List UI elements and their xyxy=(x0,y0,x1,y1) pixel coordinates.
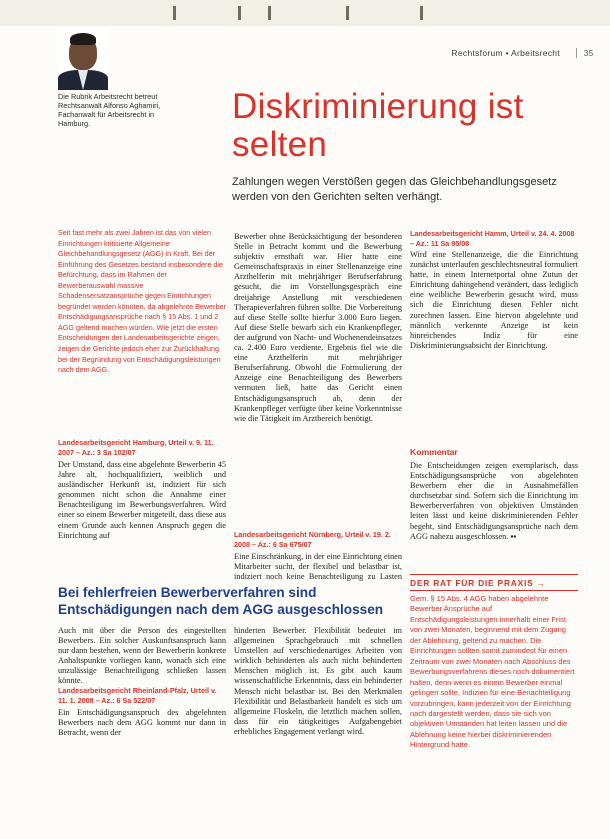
column-1-lower-body-continued: Ein Entschädigungsanspruch des abgelehnten Bewerbers nach dem AGG kommt nur dann in Betracht, wenn der xyxy=(58,708,226,738)
column-3-body: Wird eine Stellenanzeige, die die Einrichtung zunächst unterlaufen geschlechtsneutral formuliert hatte, in einem Internetportal ohne Zutun der Einrichtung dahingehend verändert, dass lediglich eine weibliche Bewerberin gesucht wird, muss sich die Einrichtung diesen Fehler nicht zurechnen lassen. Eine hiervon abgelehnte und männlich verkennte Anzeige ist kein hinreichendes Indiz für eine Diskriminierungsabsicht der Einrichtung. xyxy=(410,250,578,350)
column-1-lower-body: Auch mit über die Person des eingestellten Bewerbers. Ein solcher Auskunftsanspruch kann nur dann bestehen, wenn der Bewerberin konkrete Anhaltspunkte vorliegen kann, wonach sich eine unzulässige Benachteiligung schließen lassen könnte. xyxy=(58,626,226,686)
practice-tip-heading: DER RAT FÜR DIE PRAXIS → xyxy=(410,578,546,588)
column-2-lower-body: hinderten Bewerber. Flexibilität bedeutet im allgemeinen Sprachgebrauch mit schnellen Umstellen auf verschiedenartiges Arbeiten von wirklich behinderten als auch nicht behinderten Menschen möglich ist. Es gibt auch kaum wissenschaftliche Erkenntnis, dass ein behinderter Mensch nicht belastbar ist. Bei den Merkmalen Flexibilität und Belastbarkeit handelt es sich um allgemeine Floskeln, die letztlich machen sollen, dass für ein tätigkeitiges Aufgabengebiet erhebliches Engagement verlangt wird. xyxy=(234,626,402,736)
article-subtitle: Zahlungen wegen Verstößen gegen das Gleichbehandlungsgesetz werden von den Gerichten selten verhängt. xyxy=(232,176,557,203)
court-reference: Landesarbeitsgericht Nürnberg, Urteil v. 19. 2. 2008 – Az.: 6 Sa 675/07 xyxy=(234,530,391,549)
divider xyxy=(410,574,578,575)
top-paper-strip xyxy=(0,0,610,26)
article-title: Diskriminierung ist selten xyxy=(232,87,524,164)
author-photo xyxy=(58,26,108,90)
mid-headline: Bei fehlerfreien Bewerberverfahren sind Entschädigungen nach dem AGG ausgeschlossen xyxy=(58,585,384,617)
tab-marker xyxy=(268,6,271,20)
tab-marker xyxy=(238,6,241,20)
article-intro: Seit fast mehr als zwei Jahren ist das von vielen Einrichtungen kritisierte Allgemeine Gleichbehandlungsgesetz (AGG) in Kraft. Bei der Einführung des Gesetzes bestand insbesondere die Befürchtung, dass im Rahmen der Bewerberauswahl massive Schadensersatzansprüche gegen Einrichtungen begründet werden könnten, da abgelehnte Bewerber Entschädigungsansprüche nach § 15 Abs. 1 und 2 AGG geltend machen würden. Wie jetzt die ersten Entscheidungen der Landesarbeitsgerichte zeigen, zeigen die Gerichte jedoch eher zur Zurückhaltung bei der Begründung von Entschädigungsleistungen nach dem AGG. xyxy=(58,228,226,375)
tab-marker xyxy=(173,6,176,20)
court-reference: Landesarbeitsgericht Rheinland-Pfalz, Urteil v. 11. 1. 2008 – Az.: 6 Sa 522/07 xyxy=(58,686,217,705)
column-2-body: Bewerber ohne Berücksichtigung der besonderen Stelle in Betracht kommt und die Bewerbung subjektiv ernsthaft war. Hier hatte eine Gemeinschaftspraxis in einer Stellenanzeige eine Arzthelferin mit mehrjähriger Berufserfahrung gesucht, die im Vorstellungsgespräch eine dreijahrige Anstellung mit verschiedenen Therapieverfahren führen sollte. Die Vorbereitung auf diese Stelle sollte hierfur 3.000 Euro liegen. Auf diese Stelle bewarb sich ein Krankenpfleger, der aufgrund von Nacht- und Wochenendeinsatzes ca. 2.400 Euro verdiente. Ergebnis fiel wie die eine Arzthelferin mit mehrjähriger Berufserfahrung. Obwohl die Formulierung der Anzeige eine Benachteiligung des Bewerbers vermuten ließ, hatte das Gericht einen Entschädigungsanspruch ab, denn der Krankenpfleger verfügte über keine Vorkenntnisse wie die Tätigkeit im Arztbereich benötigt. xyxy=(234,232,402,423)
photo-caption: Die Rubrik Arbeitsrecht betreut Rechtsanwalt Alfonso Aghamiri, Fachanwalt für Arbeitsrecht in Hamburg. xyxy=(58,92,161,128)
page-number: 35 xyxy=(576,48,600,58)
court-reference: Landesarbeitsgericht Hamburg, Urteil v. 9. 11. 2007 – Az.: 3 Sa 102/07 xyxy=(58,438,214,457)
divider xyxy=(410,590,578,591)
court-reference: Landesarbeitsgericht Hamm, Urteil v. 24. 4. 2008 – Az.: 11 Sa 95/08 xyxy=(410,229,575,248)
comment-body xyxy=(410,461,578,542)
practice-tip-text: Gem. § 15 Abs. 4 AGG haben abgelehnte Bewerber Ansprüche auf Entschädigungsleistungen innerhalb einer Frist von zwei Monaten, beginnend mit dem Zugang der Ablehnung, geltend zu machen. Die Einrichtungen sollten somit zumindest für einen Zeitraum von zwei Monaten nach Abschluss des Bewerbungsverfahrens dieses noch dokumentiert halten, denn wenn es einem Bewerber einmal gelingen sollte, Indizien für eine Benachteiligung vorzubringen, kann jederzeit von der Einrichtung nach dargestellt werden, dass sie sich von objektiven Umständen hat leiten lassen und die Ablehnung keine hierbei diskriminierenden Hintergrund hatte. xyxy=(410,594,575,750)
running-header: Rechtsforum • Arbeitsrecht xyxy=(451,48,560,58)
tab-marker xyxy=(346,6,349,20)
column-1-body: Der Umstand, dass eine abgelehnte Bewerberin 45 Jahre alt, hochqualifiziert, weiblich und ausländischer Herkunft ist, indiziert für sich genommen nicht schon die Annahme einer Benachteiligung im Bewerbungsverfahren. Wird einer so einem Bewerber mitgeteilt, dass diese aus einem Grunde auch kennen Anspruch gegen die Einrichtung auf xyxy=(58,460,226,540)
tab-marker xyxy=(420,6,423,20)
comment-text: Die Entscheidungen zeigen exemplarisch, dass Entschädigungsansprüche von abgelehnten Bewerbern eher die in Ausnahmefällen durchsetzbar sind. Sofern sich die Einrichtung im Bewerberverfahren von objektiven Umständen leiten lässt und keine diskriminierenden Fehler begeht, sind Entschädigungsansprüche nach dem AGG nahezu ausgeschlossen. xyxy=(410,461,578,541)
end-mark: ▪▪ xyxy=(510,531,517,541)
comment-heading: Kommentar xyxy=(410,447,458,457)
column-2-body-continued: Eine Einschränkung, in der eine Einrichtung einen Mitarbeiter sucht, der flexibel und belastbar ist, indiziert noch keine Benachteiligung zu Lasten xyxy=(234,552,402,582)
